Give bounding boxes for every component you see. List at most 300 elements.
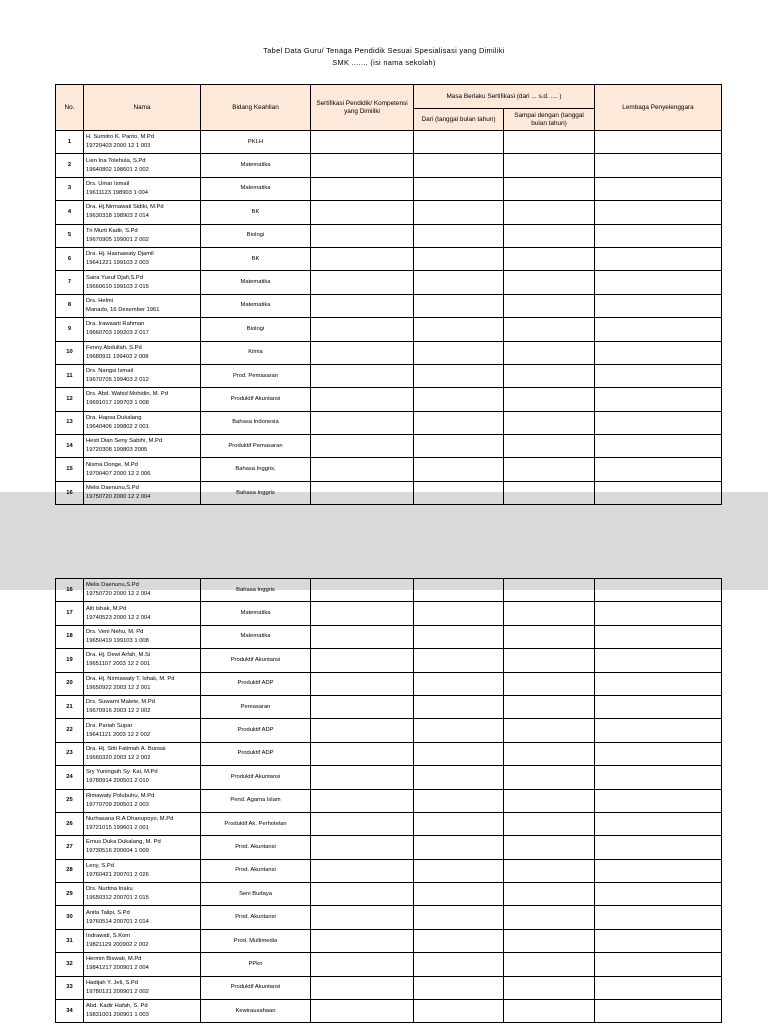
sertifikasi-cell (311, 318, 414, 341)
table-row (56, 812, 722, 835)
row-number: 7 (56, 271, 84, 294)
header-no: No. (56, 85, 84, 131)
teacher-name: Drs. Abd. Wahid Mohidin, M. Pd (86, 391, 168, 398)
sertifikasi-cell (311, 154, 414, 177)
sertifikasi-cell (311, 672, 414, 695)
sampai-cell (504, 812, 595, 835)
header-masa-berlaku: Masa Berlaku Sertifikasi (dari ... s.d. .... ) (414, 85, 595, 109)
lembaga-cell (595, 177, 722, 200)
row-number: 4 (56, 201, 84, 224)
sertifikasi-cell (311, 953, 414, 976)
lembaga-cell (595, 672, 722, 695)
row-number: 16 (56, 481, 84, 504)
table-row (56, 649, 722, 672)
table-row (56, 435, 722, 458)
table-row (56, 458, 722, 481)
bidang-keahlian: BK (201, 201, 311, 224)
sertifikasi-cell (311, 859, 414, 882)
row-number: 6 (56, 247, 84, 270)
table-body-part-2 (56, 579, 722, 1023)
bidang-keahlian: Matematika (201, 154, 311, 177)
sampai-cell (504, 154, 595, 177)
row-number: 14 (56, 435, 84, 458)
sertifikasi-cell (311, 695, 414, 718)
sertifikasi-cell (311, 177, 414, 200)
teacher-cell (84, 625, 201, 648)
sampai-cell (504, 579, 595, 602)
teacher-cell (84, 201, 201, 224)
sampai-cell (504, 953, 595, 976)
row-number: 3 (56, 177, 84, 200)
sampai-cell (504, 247, 595, 270)
dari-cell (414, 294, 504, 317)
bidang-keahlian: Produktif Akuntansi (201, 766, 311, 789)
sampai-cell (504, 1000, 595, 1023)
teacher-name: Indrawati, S.Kom (86, 933, 131, 940)
teacher-nip: 19670916 2003 12 2 002 (86, 708, 151, 715)
title-block (0, 45, 768, 69)
dari-cell (414, 719, 504, 742)
teacher-cell (84, 318, 201, 341)
teacher-cell (84, 294, 201, 317)
bidang-keahlian: Pemasaran (201, 695, 311, 718)
sertifikasi-cell (311, 364, 414, 387)
lembaga-cell (595, 1000, 722, 1023)
row-number: 5 (56, 224, 84, 247)
teacher-table-part-2 (55, 578, 722, 1023)
sampai-cell (504, 271, 595, 294)
dari-cell (414, 836, 504, 859)
teacher-nip: 19750720 2000 12 2 004 (86, 494, 151, 501)
teacher-name: Melis Daenunu,S.Pd (86, 485, 139, 492)
row-number: 10 (56, 341, 84, 364)
lembaga-cell (595, 481, 722, 504)
lembaga-cell (595, 719, 722, 742)
teacher-nip: 19780121 200901 2 002 (86, 988, 149, 995)
lembaga-cell (595, 411, 722, 434)
bidang-keahlian: Pend. Agama Islam (201, 789, 311, 812)
teacher-name: Ernus Duka Dukalang, M. Pd (86, 839, 161, 846)
dari-cell (414, 341, 504, 364)
bidang-keahlian: Biologi (201, 318, 311, 341)
bidang-keahlian: Bahasa Indonesia (201, 411, 311, 434)
table-row (56, 625, 722, 648)
table-row (56, 789, 722, 812)
teacher-name: Dra. Hj. Nirmawaty T. Ishak, M. Pd (86, 675, 175, 682)
sampai-cell (504, 625, 595, 648)
bidang-keahlian: Prod. Akuntansi (201, 859, 311, 882)
lembaga-cell (595, 341, 722, 364)
teacher-cell (84, 906, 201, 929)
teacher-nip: 19650312 200701 2 015 (86, 895, 149, 902)
teacher-cell (84, 177, 201, 200)
bidang-keahlian: Matematika (201, 294, 311, 317)
table-row (56, 271, 722, 294)
lembaga-cell (595, 318, 722, 341)
teacher-cell (84, 789, 201, 812)
header-sertifikasi: Sertifikasi Pendidik/ Kompetensi yang Dimiliki (311, 85, 414, 131)
teacher-nip: 19641221 199103 2 003 (86, 260, 149, 267)
teacher-nip: 19650419 199103 1 008 (86, 637, 149, 644)
sampai-cell (504, 602, 595, 625)
lembaga-cell (595, 131, 722, 154)
sertifikasi-cell (311, 341, 414, 364)
dari-cell (414, 177, 504, 200)
dari-cell (414, 201, 504, 224)
sertifikasi-cell (311, 836, 414, 859)
sertifikasi-cell (311, 906, 414, 929)
document-title: Tabel Data Guru/ Tenaga Pendidik Sesuai Spesialisasi yang Dimiliki (263, 46, 505, 55)
teacher-name: Fenny Abdullah, S.Pd (86, 344, 142, 351)
lembaga-cell (595, 271, 722, 294)
teacher-nip: 19640406 199802 2 001 (86, 423, 149, 430)
table-row (56, 695, 722, 718)
row-number: 15 (56, 458, 84, 481)
row-number: 20 (56, 672, 84, 695)
dari-cell (414, 906, 504, 929)
teacher-name: Drs. Veni Nehu, M. Pd (86, 628, 144, 635)
teacher-name: Dra. Hj.Nirmawati Sidiki, M.Pd (86, 204, 164, 211)
teacher-cell (84, 341, 201, 364)
teacher-name: Leny, S.Pd (86, 862, 114, 869)
table-row (56, 318, 722, 341)
bidang-keahlian: PPkn (201, 953, 311, 976)
sampai-cell (504, 388, 595, 411)
teacher-cell (84, 602, 201, 625)
sampai-cell (504, 481, 595, 504)
header-sampai: Sampai dengan (tanggal bulan tahun) (504, 109, 595, 131)
table-row (56, 742, 722, 765)
bidang-keahlian: Produktif Akuntansi (201, 976, 311, 999)
teacher-name: Hermin Biswati, M.Pd (86, 956, 142, 963)
lembaga-cell (595, 294, 722, 317)
row-number: 32 (56, 953, 84, 976)
lembaga-cell (595, 953, 722, 976)
teacher-cell (84, 953, 201, 976)
bidang-keahlian: Kimia (201, 341, 311, 364)
row-number: 23 (56, 742, 84, 765)
teacher-nip: 19780914 200501 2 010 (86, 778, 149, 785)
table-row (56, 859, 722, 882)
bidang-keahlian: Matematika (201, 271, 311, 294)
table-row (56, 247, 722, 270)
bidang-keahlian: Produktif Pemasaran (201, 435, 311, 458)
teacher-nip: 19641121 2003 12 2 002 (86, 731, 151, 738)
teacher-name: Nisma Donge, M.Pd (86, 461, 138, 468)
header-lembaga: Lembaga Penyelenggara (595, 85, 722, 131)
table-row (56, 341, 722, 364)
teacher-name: Saira Yusuf Djafi,S.Pd (86, 274, 143, 281)
table-row (56, 388, 722, 411)
bidang-keahlian: Seni Budaya (201, 883, 311, 906)
teacher-cell (84, 154, 201, 177)
teacher-cell (84, 836, 201, 859)
bidang-keahlian: Produktif Akuntansi (201, 388, 311, 411)
sampai-cell (504, 859, 595, 882)
sampai-cell (504, 695, 595, 718)
row-number: 33 (56, 976, 84, 999)
teacher-name: Hadijah Y. Jeli, S.Pd (86, 979, 138, 986)
dari-cell (414, 695, 504, 718)
bidang-keahlian: Prod. Pemasaran (201, 364, 311, 387)
table-row (56, 719, 722, 742)
dari-cell (414, 435, 504, 458)
dari-cell (414, 742, 504, 765)
teacher-cell (84, 271, 201, 294)
teacher-name: Dra. Irawaarti Rahman (86, 321, 145, 328)
lembaga-cell (595, 742, 722, 765)
row-number: 19 (56, 649, 84, 672)
lembaga-cell (595, 247, 722, 270)
dari-cell (414, 411, 504, 434)
table-row (56, 177, 722, 200)
dari-cell (414, 953, 504, 976)
teacher-name: Lien Ina Tolehula, S.Pd (86, 157, 146, 164)
sertifikasi-cell (311, 929, 414, 952)
table-row (56, 224, 722, 247)
lembaga-cell (595, 766, 722, 789)
sertifikasi-cell (311, 435, 414, 458)
teacher-nip: Manado, 16 Desember 1961 (86, 306, 160, 313)
teacher-nip: 19720403 2000 12 1 003 (86, 143, 151, 150)
table-row (56, 579, 722, 602)
sertifikasi-cell (311, 976, 414, 999)
lembaga-cell (595, 625, 722, 648)
bidang-keahlian: PKLH (201, 131, 311, 154)
teacher-cell (84, 859, 201, 882)
teacher-nip: 19821129 200902 2 002 (86, 942, 149, 949)
sampai-cell (504, 836, 595, 859)
row-number: 2 (56, 154, 84, 177)
table-row (56, 411, 722, 434)
table-row (56, 953, 722, 976)
table-row (56, 766, 722, 789)
dari-cell (414, 224, 504, 247)
header-bidang: Bidang Keahlian (201, 85, 311, 131)
lembaga-cell (595, 458, 722, 481)
teacher-cell (84, 435, 201, 458)
table-row (56, 481, 722, 504)
row-number: 30 (56, 906, 84, 929)
teacher-name: Drs. Nurtina Inaku (86, 886, 133, 893)
sertifikasi-cell (311, 766, 414, 789)
row-number: 24 (56, 766, 84, 789)
teacher-name: Melis Daenunu,S.Pd (86, 582, 139, 589)
sertifikasi-cell (311, 388, 414, 411)
row-number: 29 (56, 883, 84, 906)
teacher-name: Drs. Helmi (86, 297, 114, 304)
teacher-nip: 19650922 2003 12 2 001 (86, 684, 151, 691)
teacher-name: Alti Ishak, M.Pd (86, 605, 127, 612)
teacher-cell (84, 579, 201, 602)
row-number: 11 (56, 364, 84, 387)
teacher-nip: 19750720 2000 12 2 004 (86, 591, 151, 598)
teacher-cell (84, 812, 201, 835)
lembaga-cell (595, 976, 722, 999)
lembaga-cell (595, 859, 722, 882)
dari-cell (414, 247, 504, 270)
table-row (56, 672, 722, 695)
sertifikasi-cell (311, 271, 414, 294)
dari-cell (414, 672, 504, 695)
sertifikasi-cell (311, 201, 414, 224)
teacher-nip: 19660320 2003 12 2 002 (86, 754, 151, 761)
teacher-cell (84, 695, 201, 718)
dari-cell (414, 859, 504, 882)
teacher-cell (84, 364, 201, 387)
teacher-name: Dra. Pariah Supar (86, 722, 133, 729)
teacher-nip: 19831001 200901 1 003 (86, 1012, 149, 1019)
lembaga-cell (595, 388, 722, 411)
lembaga-cell (595, 649, 722, 672)
sertifikasi-cell (311, 131, 414, 154)
teacher-name: Drs. Umar Ismail (86, 180, 130, 187)
teacher-nip: 19611123 198903 1 004 (86, 189, 149, 196)
sampai-cell (504, 458, 595, 481)
bidang-keahlian: Bahasa Inggris (201, 481, 311, 504)
sertifikasi-cell (311, 625, 414, 648)
teacher-name: Dra. Hj. Hasnawaty Djamil (86, 251, 154, 258)
dari-cell (414, 625, 504, 648)
lembaga-cell (595, 836, 722, 859)
teacher-name: Dra. Hj. Dewi Arfah, M.Si (86, 652, 151, 659)
table-row (56, 294, 722, 317)
teacher-cell (84, 411, 201, 434)
sertifikasi-cell (311, 294, 414, 317)
teacher-cell (84, 224, 201, 247)
teacher-cell (84, 929, 201, 952)
teacher-cell (84, 388, 201, 411)
sertifikasi-cell (311, 812, 414, 835)
dari-cell (414, 154, 504, 177)
row-number: 26 (56, 812, 84, 835)
teacher-nip: 19841217 200901 2 004 (86, 965, 149, 972)
sampai-cell (504, 177, 595, 200)
sampai-cell (504, 719, 595, 742)
teacher-cell (84, 649, 201, 672)
teacher-nip: 19630318 198903 2 014 (86, 213, 149, 220)
teacher-nip: 19740523 2000 12 2 004 (86, 614, 151, 621)
bidang-keahlian: Bahasa Inggris (201, 579, 311, 602)
bidang-keahlian: Kewirausahaan (201, 1000, 311, 1023)
document-page-2 (0, 582, 768, 1024)
table-row (56, 1000, 722, 1023)
row-number: 31 (56, 929, 84, 952)
dari-cell (414, 812, 504, 835)
teacher-cell (84, 976, 201, 999)
teacher-table-part-1 (55, 84, 722, 505)
sertifikasi-cell (311, 1000, 414, 1023)
teacher-cell (84, 481, 201, 504)
teacher-name: Hesti Dian Seny Sabihi, M.Pd (86, 438, 163, 445)
dari-cell (414, 579, 504, 602)
table-row (56, 836, 722, 859)
teacher-nip: 19640802 198601 2 002 (86, 166, 149, 173)
dari-cell (414, 131, 504, 154)
table-row (56, 154, 722, 177)
dari-cell (414, 318, 504, 341)
bidang-keahlian: Biologi (201, 224, 311, 247)
lembaga-cell (595, 929, 722, 952)
teacher-nip: 19670905 199001 2 002 (86, 236, 149, 243)
document-subtitle: SMK ....... (isi nama sekolah) (332, 58, 436, 67)
table-row (56, 976, 722, 999)
teacher-cell (84, 719, 201, 742)
dari-cell (414, 602, 504, 625)
lembaga-cell (595, 224, 722, 247)
bidang-keahlian: Produktif Akuntansi (201, 649, 311, 672)
sampai-cell (504, 742, 595, 765)
bidang-keahlian: Produktif ADP (201, 742, 311, 765)
teacher-name: Dra. Hapsa Dukalang (86, 414, 142, 421)
sampai-cell (504, 294, 595, 317)
teacher-nip: 19700407 2000 12 2 006 (86, 470, 151, 477)
table-row (56, 883, 722, 906)
lembaga-cell (595, 883, 722, 906)
row-number: 18 (56, 625, 84, 648)
lembaga-cell (595, 364, 722, 387)
teacher-cell (84, 131, 201, 154)
teacher-nip: 19721015 199601 2 001 (86, 825, 149, 832)
teacher-nip: 19670705 199403 2 012 (86, 377, 149, 384)
row-number: 8 (56, 294, 84, 317)
sampai-cell (504, 649, 595, 672)
teacher-name: H. Sumitro K. Panto, M.Pd (86, 134, 154, 141)
lembaga-cell (595, 154, 722, 177)
teacher-cell (84, 766, 201, 789)
teacher-name: Anita Talipi, S.Pd (86, 909, 130, 916)
row-number: 34 (56, 1000, 84, 1023)
teacher-cell (84, 247, 201, 270)
sampai-cell (504, 789, 595, 812)
bidang-keahlian: Bahasa Inggris, (201, 458, 311, 481)
row-number: 16 (56, 579, 84, 602)
teacher-nip: 19651107 2003 12 2 001 (86, 661, 151, 668)
dari-cell (414, 883, 504, 906)
sampai-cell (504, 976, 595, 999)
sertifikasi-cell (311, 883, 414, 906)
table-row (56, 602, 722, 625)
sertifikasi-cell (311, 579, 414, 602)
lembaga-cell (595, 695, 722, 718)
teacher-name: Drs. Nangsi Ismail (86, 368, 134, 375)
lembaga-cell (595, 435, 722, 458)
bidang-keahlian: Matematika (201, 177, 311, 200)
row-number: 1 (56, 131, 84, 154)
teacher-name: Abd. Kadir Hafah, S. Pd (86, 1003, 148, 1010)
dari-cell (414, 364, 504, 387)
table-body-part-1 (56, 131, 722, 505)
teacher-cell (84, 458, 201, 481)
sampai-cell (504, 318, 595, 341)
dari-cell (414, 481, 504, 504)
bidang-keahlian: Produktif ADP (201, 719, 311, 742)
teacher-name: Rimawaty Polubuhu, M.Pd (86, 792, 155, 799)
dari-cell (414, 929, 504, 952)
sampai-cell (504, 201, 595, 224)
teacher-nip: 19680911 199403 2 008 (86, 353, 149, 360)
dari-cell (414, 766, 504, 789)
sampai-cell (504, 224, 595, 247)
header-dari: Dari (tanggal bulan tahun) (414, 109, 504, 131)
dari-cell (414, 789, 504, 812)
sertifikasi-cell (311, 649, 414, 672)
row-number: 22 (56, 719, 84, 742)
row-number: 28 (56, 859, 84, 882)
table-row (56, 201, 722, 224)
sertifikasi-cell (311, 411, 414, 434)
row-number: 12 (56, 388, 84, 411)
